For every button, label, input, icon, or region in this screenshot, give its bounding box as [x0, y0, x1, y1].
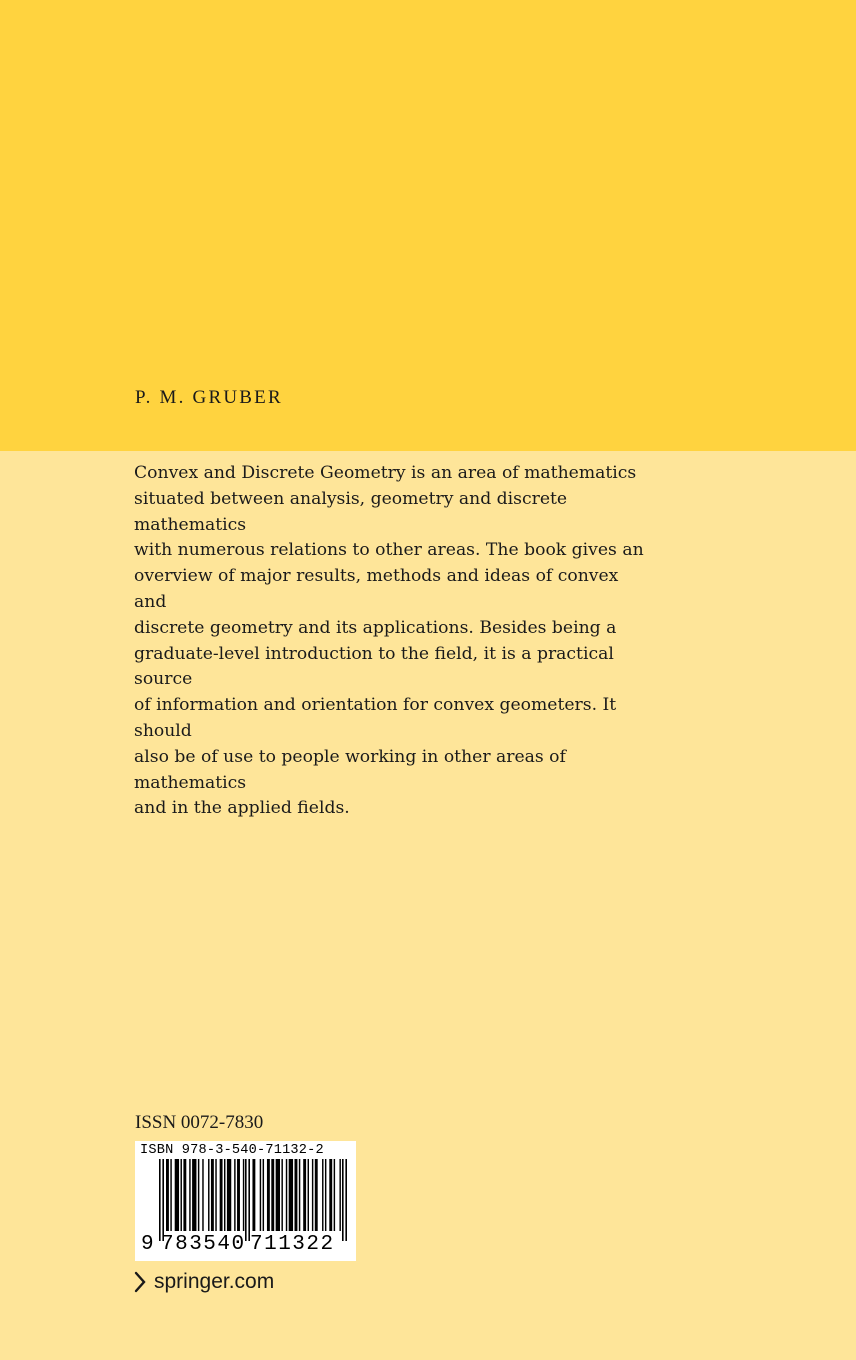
blurb-line: Convex and Discrete Geometry is an area of mathematics [134, 463, 637, 483]
barcode-guard-bar [248, 1159, 250, 1241]
barcode-bar [234, 1159, 235, 1231]
barcode-bar [281, 1159, 282, 1231]
blurb-line: discrete geometry and its applications. Besides being a [134, 617, 617, 638]
barcode-bar [198, 1159, 199, 1231]
barcode-bar [339, 1159, 340, 1231]
barcode-bar [286, 1159, 287, 1231]
publisher-link[interactable] [134, 1270, 274, 1294]
barcode-digits-right: 711322 [250, 1233, 335, 1256]
barcode-bar [289, 1159, 293, 1231]
barcode-guard-bar [245, 1159, 247, 1241]
book-description [134, 461, 654, 822]
barcode-bar [308, 1159, 309, 1231]
barcode-bar [224, 1159, 225, 1231]
barcode-bar [315, 1159, 318, 1231]
barcode-guard-bar [342, 1159, 344, 1241]
blurb-line: graduate-level introduction to the field, it is a practical source [134, 643, 614, 690]
barcode-bar [252, 1159, 255, 1231]
blurb-line: overview of major results, methods and ideas of convex and [134, 566, 619, 612]
barcode-guard-bar [159, 1159, 161, 1241]
barcode-bar [211, 1159, 214, 1231]
blurb-line: with numerous relations to other areas. The book gives an [134, 540, 644, 561]
barcode-guard-bar [345, 1159, 347, 1241]
barcode-bar [215, 1159, 216, 1231]
chevron-right-icon [134, 1271, 146, 1293]
barcode-bar [202, 1159, 203, 1231]
barcode-bar [227, 1159, 231, 1231]
author-name: P. M. GRUBER [135, 387, 283, 408]
barcode-digits-left: 783540 [161, 1233, 246, 1256]
barcode-bar [271, 1159, 274, 1231]
barcode-bar [322, 1159, 323, 1231]
barcode-bar [303, 1159, 306, 1231]
barcode-bar [295, 1159, 298, 1231]
blurb-line: and in the applied fields. [134, 798, 350, 819]
blurb-line: situated between analysis, geometry and discrete mathematics [134, 488, 568, 535]
barcode-bar [183, 1159, 186, 1231]
isbn-barcode [135, 1141, 356, 1261]
isbn-label: ISBN 978-3-540-71132-2 [140, 1143, 324, 1158]
barcode-bar [276, 1159, 280, 1231]
barcode-bar [263, 1159, 264, 1231]
barcode-bar [170, 1159, 171, 1231]
barcode-bar [166, 1159, 169, 1231]
barcode-bar [267, 1159, 270, 1231]
barcode-bar [325, 1159, 326, 1231]
barcode-bar [175, 1159, 179, 1231]
issn-label: ISSN 0072-7830 [135, 1112, 264, 1133]
barcode-bar [208, 1159, 209, 1231]
barcode-bar [312, 1159, 313, 1231]
barcode-bar [334, 1159, 335, 1231]
blurb-line: of information and orientation for convex geometers. It should [134, 695, 617, 741]
barcode-bar [329, 1159, 332, 1231]
barcode-bar [243, 1159, 244, 1231]
barcode-digit-lead: 9 [141, 1233, 154, 1256]
barcode-bar [192, 1159, 196, 1231]
barcode-bar [181, 1159, 182, 1231]
cover-top-band [0, 0, 856, 451]
barcode-bar [260, 1159, 261, 1231]
barcode-bar [237, 1159, 240, 1231]
publisher-url: springer.com [154, 1270, 275, 1293]
barcode-bar [189, 1159, 190, 1231]
barcode-bar [220, 1159, 223, 1231]
barcode-guard-bar [162, 1159, 164, 1241]
blurb-line: also be of use to people working in other areas of mathematics [134, 746, 566, 793]
barcode-bar [299, 1159, 300, 1231]
